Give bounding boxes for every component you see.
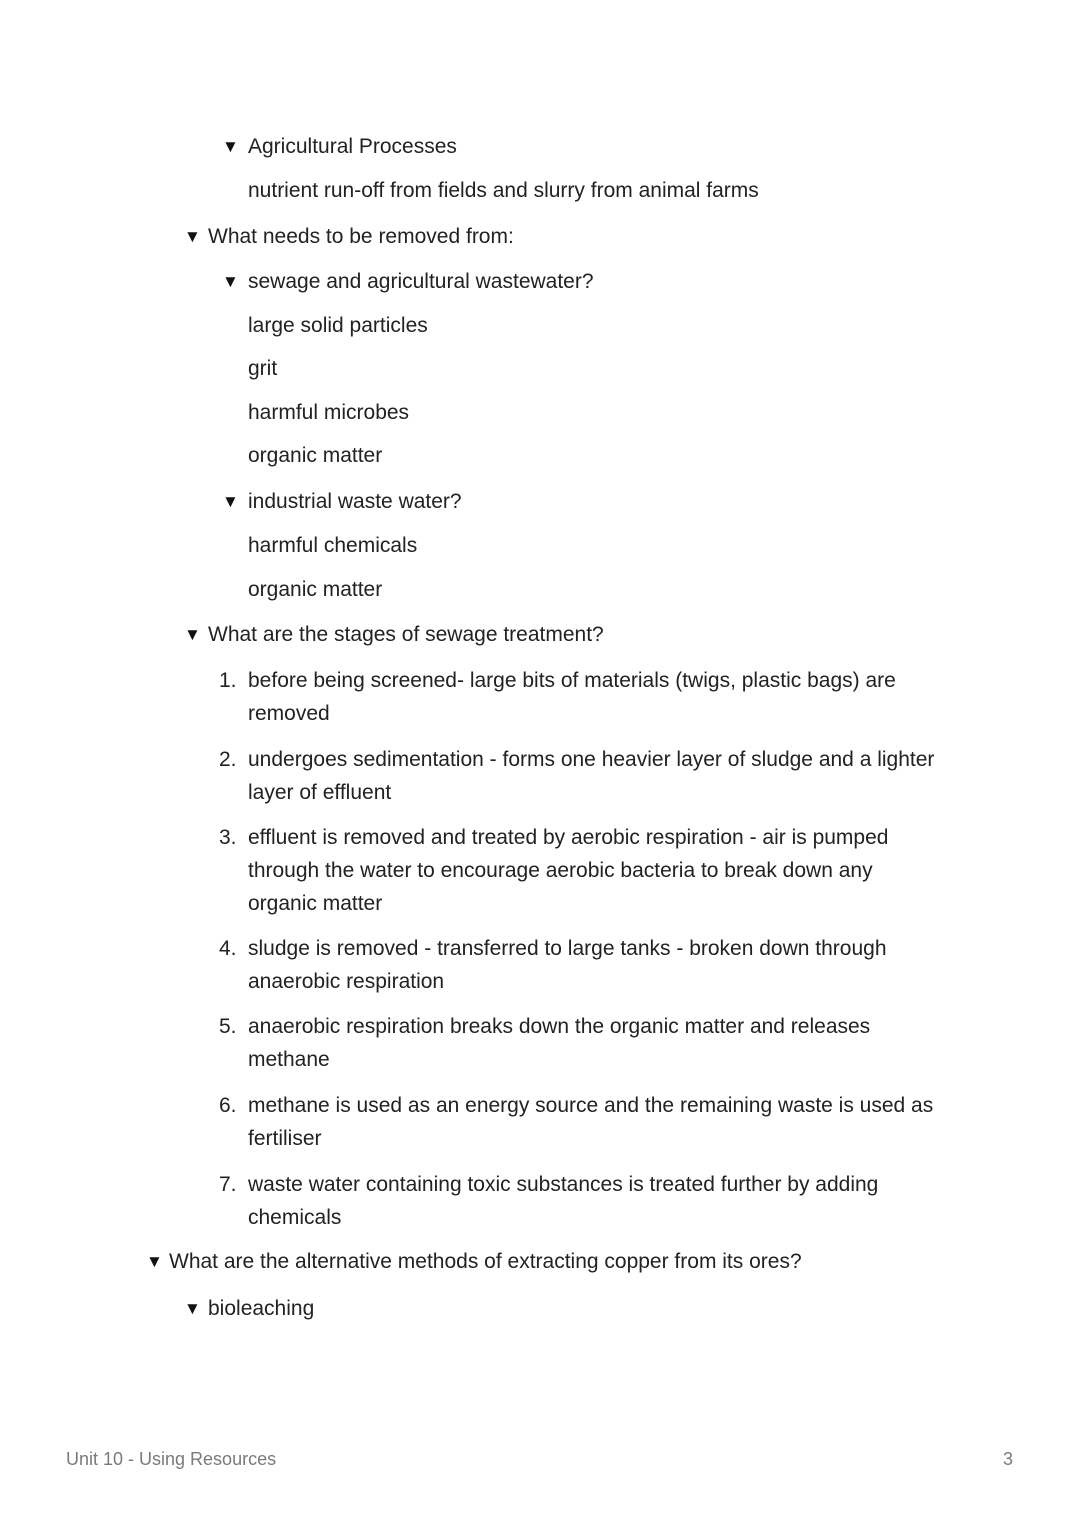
list-item: large solid particles bbox=[248, 314, 428, 337]
toggle-triangle-icon[interactable]: ▼ bbox=[184, 227, 201, 246]
toggle-heading-removal[interactable]: What needs to be removed from: bbox=[208, 225, 514, 248]
toggle-heading-stages[interactable]: What are the stages of sewage treatment? bbox=[208, 623, 604, 646]
list-item: harmful microbes bbox=[248, 401, 410, 424]
step-number: 2. bbox=[219, 748, 237, 771]
page-number: 3 bbox=[1003, 1449, 1014, 1469]
footer-document-title: Unit 10 - Using Resources bbox=[66, 1449, 277, 1469]
toggle-triangle-icon[interactable]: ▼ bbox=[184, 625, 201, 644]
toggle-triangle-icon[interactable]: ▼ bbox=[184, 1299, 201, 1318]
step-number: 6. bbox=[219, 1094, 237, 1117]
step-text: undergoes sedimentation - forms one heavier layer of sludge and a lighter layer of effluent bbox=[248, 748, 935, 804]
step-text: methane is used as an energy source and the remaining waste is used as fertiliser bbox=[248, 1094, 934, 1150]
step-number: 7. bbox=[219, 1173, 237, 1196]
toggle-triangle-icon[interactable]: ▼ bbox=[222, 137, 239, 156]
step-text: waste water containing toxic substances is treated further by adding chemicals bbox=[248, 1173, 879, 1229]
list-item: grit bbox=[248, 357, 278, 380]
toggle-heading-copper[interactable]: What are the alternative methods of extracting copper from its ores? bbox=[169, 1250, 802, 1273]
list-item: organic matter bbox=[248, 578, 383, 601]
toggle-triangle-icon[interactable]: ▼ bbox=[146, 1252, 163, 1271]
step-number: 3. bbox=[219, 826, 237, 849]
toggle-triangle-icon[interactable]: ▼ bbox=[222, 272, 239, 291]
toggle-heading-sewage[interactable]: sewage and agricultural wastewater? bbox=[248, 270, 594, 293]
step-text: sludge is removed - transferred to large tanks - broken down through anaerobic respiration bbox=[248, 937, 887, 993]
agricultural-body-text: nutrient run-off from fields and slurry from animal farms bbox=[248, 179, 759, 202]
step-number: 5. bbox=[219, 1015, 237, 1038]
toggle-triangle-icon[interactable]: ▼ bbox=[222, 492, 239, 511]
toggle-heading-agricultural[interactable]: Agricultural Processes bbox=[248, 135, 457, 158]
list-item: harmful chemicals bbox=[248, 534, 418, 557]
step-number: 4. bbox=[219, 937, 237, 960]
step-number: 1. bbox=[219, 669, 237, 692]
step-text: effluent is removed and treated by aerobic respiration - air is pumped through the water to encourage aerobic bacteria to break down any organic matter bbox=[248, 826, 889, 915]
toggle-heading-bioleaching[interactable]: bioleaching bbox=[208, 1297, 315, 1320]
toggle-heading-industrial[interactable]: industrial waste water? bbox=[248, 490, 462, 513]
list-item: organic matter bbox=[248, 444, 383, 467]
step-text: anaerobic respiration breaks down the organic matter and releases methane bbox=[248, 1015, 871, 1071]
step-text: before being screened- large bits of materials (twigs, plastic bags) are removed bbox=[248, 669, 896, 725]
